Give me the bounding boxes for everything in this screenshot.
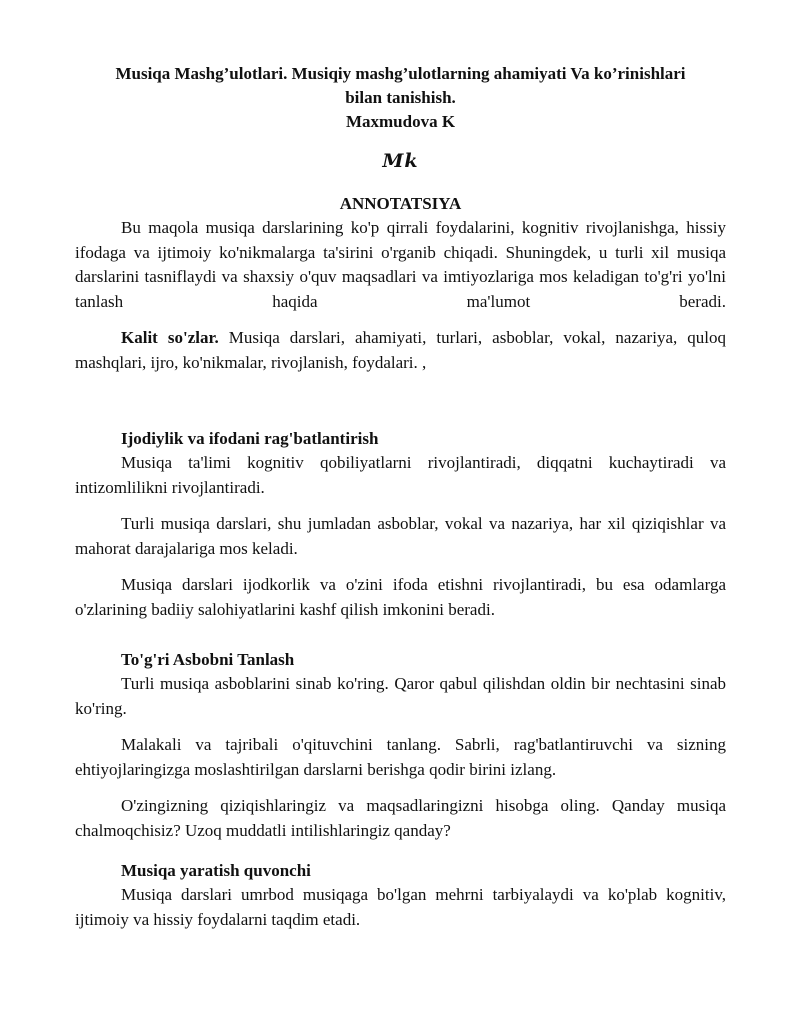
abstract-heading: ANNOTATSIYA	[339, 194, 462, 213]
abstract-text: Bu maqola musiqa darslarining ko'p qirrali foydalarini, kognitiv rivojlanishga, hissiy ifodaga va ijtimoiy ko'nikmalarga ta'sirini o'rganib chiqadi. Shuningdek, u turli xil musiqa darslarini tasniflaydi va shaxsiy o'quv maqsadlari va imtiyozlariga mos keladigan to'g'ri yo'lni tanlash haqida ma'lumot beradi.	[75, 218, 726, 311]
author-logo	[75, 150, 726, 180]
paragraph: Musiqa darslari umrbod musiqaga bo'lgan mehrni tarbiyalaydi va ko'plab kognitiv, ijtimoiy va hissiy foydalarni taqdim etadi.	[75, 885, 726, 929]
paragraph: Turli musiqa darslari, shu jumladan asboblar, vokal va nazariya, har xil qiziqishlar va mahorat darajalariga mos keladi.	[75, 514, 726, 558]
logo-text: Mk	[382, 150, 419, 172]
keywords-paragraph	[75, 326, 726, 375]
keywords-label: Kalit so'zlar.	[121, 328, 219, 347]
paragraph: Musiqa darslari ijodkorlik va o'zini ifoda etishni rivojlantiradi, bu esa odamlarga o'zlarining badiiy salohiyatlarini kashf qilish imkonini beradi.	[75, 575, 726, 619]
section-heading: Musiqa yaratish quvonchi	[121, 861, 311, 880]
paragraph: Turli musiqa asboblarini sinab ko'ring. Qaror qabul qilishdan oldin bir nechtasini sinab ko'ring.	[75, 674, 726, 718]
title-line-1: Musiqa Mashg’ulotlari. Musiqiy mashg’ulotlarning ahamiyati Va ko’rinishlari	[115, 64, 686, 83]
author-name: Maxmudova K	[345, 112, 456, 131]
section-heading: Ijodiylik va ifodani rag'batlantirish	[121, 429, 379, 448]
section-heading: To'g'ri Asbobni Tanlash	[121, 650, 295, 669]
title-line-2: bilan tanishish.	[345, 88, 456, 107]
keywords-text: Musiqa darslari, ahamiyati, turlari, asboblar, vokal, nazariya, quloq mashqlari, ijro, ko'nikmalar, rivojlanish, foydalari. ,	[75, 328, 726, 372]
paragraph: O'zingizning qiziqishlaringiz va maqsadlaringizni hisobga oling. Qanday musiqa chalmoqchisiz? Uzoq muddatli intilishlaringiz qanday?	[75, 796, 726, 840]
paragraph: Musiqa ta'limi kognitiv qobiliyatlarni rivojlantiradi, diqqatni kuchaytiradi va intizomlilikni rivojlantiradi.	[75, 453, 726, 497]
paragraph: Malakali va tajribali o'qituvchini tanlang. Sabrli, rag'batlantiruvchi va sizning ehtiyojlaringizga moslashtirilgan darslarni berishga qodir birini izlang.	[75, 735, 726, 779]
document-page	[75, 62, 726, 932]
